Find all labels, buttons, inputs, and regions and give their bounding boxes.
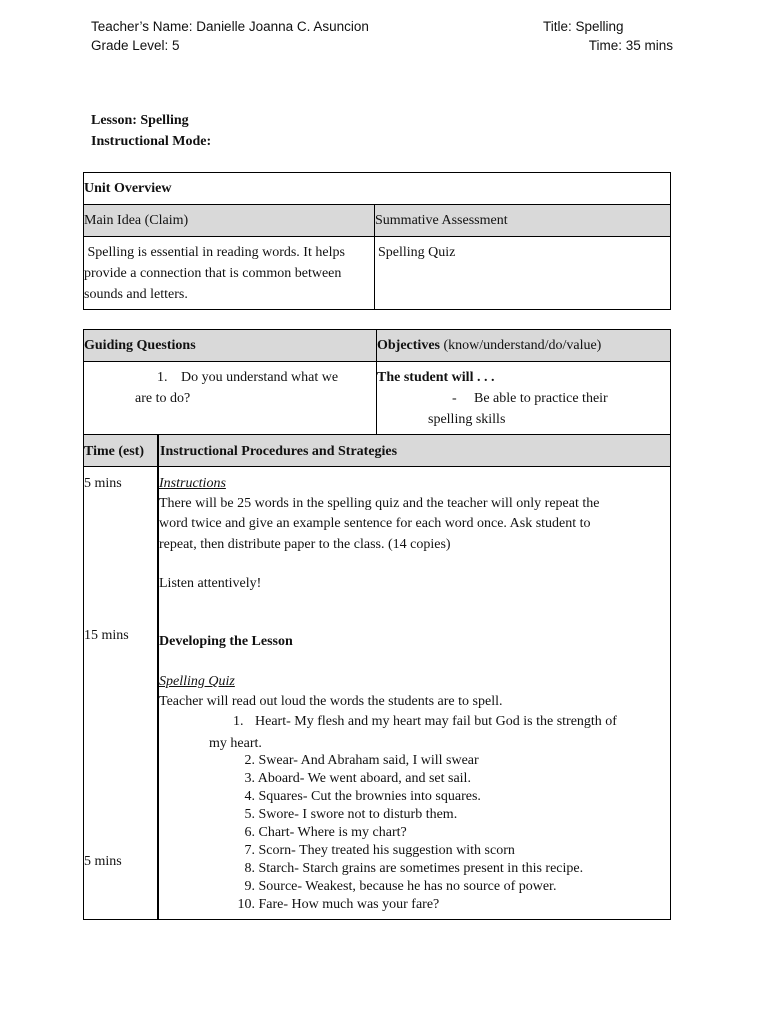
objective-text-cont: spelling skills: [428, 412, 506, 427]
quiz-item-number: 4.: [244, 789, 255, 804]
quiz-item-number: 9.: [244, 879, 255, 894]
quiz-item-number: 10.: [237, 897, 255, 912]
quiz-item-text: Squares- Cut the brownies into squares.: [258, 789, 481, 804]
summative-assessment-value: Spelling Quiz: [378, 245, 456, 260]
unit-overview-heading: Unit Overview: [84, 181, 172, 196]
objectives-label: Objectives: [377, 338, 440, 353]
list-item: [209, 878, 583, 896]
quiz-item-number: 8.: [244, 861, 255, 876]
spelling-word-list: [209, 752, 583, 914]
time-estimate: 5 mins: [84, 854, 122, 869]
main-idea-header: Main Idea (Claim): [84, 213, 189, 228]
objectives-qualifier: (know/understand/do/value): [439, 338, 602, 353]
instructions-line: repeat, then distribute paper to the class. (14 copies): [159, 537, 451, 552]
question-text-cont: are to do?: [135, 391, 191, 406]
procedures-header: Instructional Procedures and Strategies: [160, 444, 398, 459]
quiz-item-number: 1.: [233, 714, 244, 729]
divider: [83, 434, 671, 435]
lesson-label: Lesson: Spelling: [91, 113, 189, 128]
lesson-time: Time: 35 mins: [588, 38, 673, 53]
spelling-quiz-title: Spelling Quiz: [159, 674, 235, 689]
time-header: Time (est): [84, 444, 144, 459]
main-idea-line: provide a connection that is common between: [84, 266, 342, 281]
quiz-intro: Teacher will read out loud the words the students are to spell.: [159, 694, 503, 709]
quiz-item-number: 5.: [244, 807, 255, 822]
quiz-item-text: Swear- And Abraham said, I will swear: [258, 753, 479, 768]
list-item: [209, 824, 583, 842]
quiz-item-text: Aboard- We went aboard, and set sail.: [257, 771, 471, 786]
list-item: [209, 860, 583, 878]
objective-text: Be able to practice their: [474, 391, 608, 406]
quiz-item-number: 6.: [244, 825, 255, 840]
quiz-item-text: Fare- How much was your fare?: [258, 897, 440, 912]
question-text: Do you understand what we: [181, 370, 339, 385]
quiz-item-text: Scorn- They treated his suggestion with scorn: [258, 843, 515, 858]
quiz-item-text: Heart- My flesh and my heart may fail but God is the strength of: [255, 714, 617, 729]
instructions-line: word twice and give an example sentence for each word once. Ask student to: [159, 516, 591, 531]
main-idea-line: Spelling is essential in reading words. It helps: [84, 245, 345, 260]
divider: [83, 466, 671, 467]
document-title: Title: Spelling: [543, 19, 624, 34]
quiz-item-text: Starch- Starch grains are sometimes present in this recipe.: [258, 861, 584, 876]
student-will-label: The student will . . .: [377, 370, 495, 385]
instructions-title: Instructions: [159, 476, 226, 491]
quiz-item-number: 3.: [244, 771, 255, 786]
listen-note: Listen attentively!: [159, 576, 262, 591]
divider: [83, 236, 671, 237]
developing-heading: Developing the Lesson: [159, 634, 293, 649]
list-item: [209, 806, 583, 824]
question-number: 1.: [157, 370, 168, 385]
quiz-item-text: Swore- I swore not to disturb them.: [258, 807, 458, 822]
divider: [83, 204, 671, 205]
guiding-questions-header: Guiding Questions: [84, 338, 196, 353]
summative-assessment-header: Summative Assessment: [375, 213, 508, 228]
list-item: [209, 770, 583, 788]
instructional-mode-label: Instructional Mode:: [91, 134, 212, 149]
teacher-name: Teacher’s Name: Danielle Joanna C. Asuncion: [91, 19, 369, 34]
objective-dash: -: [452, 391, 457, 406]
grade-level: Grade Level: 5: [91, 38, 180, 53]
quiz-item-number: 7.: [244, 843, 255, 858]
list-item: [209, 842, 583, 860]
list-item: [209, 896, 583, 914]
quiz-item-text: Chart- Where is my chart?: [258, 825, 407, 840]
divider: [83, 361, 671, 362]
quiz-item-text: Source- Weakest, because he has no source of power.: [258, 879, 557, 894]
time-estimate: 5 mins: [84, 476, 122, 491]
main-idea-line: sounds and letters.: [84, 287, 188, 302]
list-item: [209, 752, 583, 770]
instructions-line: There will be 25 words in the spelling quiz and the teacher will only repeat the: [159, 496, 600, 511]
list-item: [209, 788, 583, 806]
quiz-item-text-cont: my heart.: [209, 736, 262, 751]
time-estimate: 15 mins: [84, 628, 129, 643]
quiz-item-number: 2.: [244, 753, 255, 768]
objectives-header: [377, 338, 601, 354]
